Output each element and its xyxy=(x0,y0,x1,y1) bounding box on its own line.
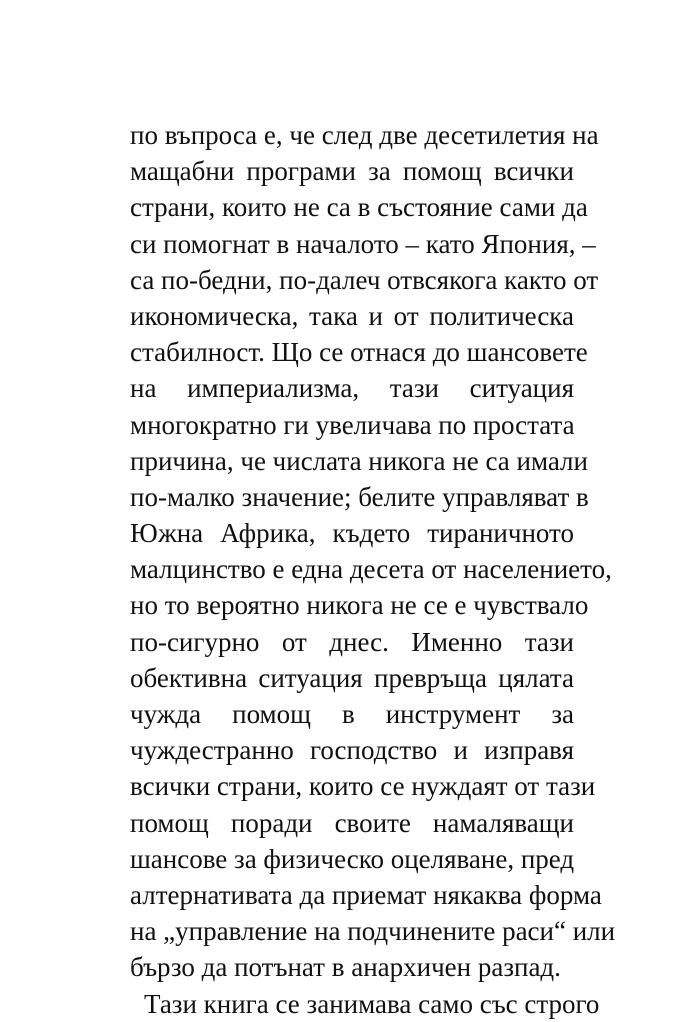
text-line-3: страни, които не са в състояние сами да xyxy=(130,192,588,223)
text-line-23: на „управление на подчинените раси“ или xyxy=(130,916,616,947)
text-line-9: многократно ги увеличава по простата xyxy=(130,409,575,440)
text-line-11: по-малко значение; белите управляват в xyxy=(130,481,589,512)
text-line-1: по въпроса е, че след две десетилетия на xyxy=(130,120,599,150)
text-line-19: всички страни, които се нуждаят от тази xyxy=(130,771,596,802)
text-line-8: на империализма, тази ситуация xyxy=(130,373,574,404)
text-line-7: стабилност. Що се отнася до шансовете xyxy=(130,337,588,368)
text-line-20: помощ поради своите намаляващи xyxy=(130,807,574,838)
text-line-17: чужда помощ в инструмент за xyxy=(130,699,574,729)
text-line-16: обективна ситуация превръща цялата xyxy=(130,662,574,693)
body-text xyxy=(130,117,616,1022)
text-line-14: но то вероятно никога не се е чувствало xyxy=(130,590,589,621)
text-line-24: бързо да потънат в анархичен разпад. xyxy=(130,952,561,983)
text-line-2: мащабни програми за помощ всички xyxy=(130,156,574,187)
text-line-22: алтернативата да приемат някаква форма xyxy=(130,879,602,910)
text-line-12: Южна Африка, където тираничното xyxy=(130,518,574,549)
text-line-6: икономическа, така и от политическа xyxy=(130,300,574,331)
text-line-4: си помогнат в началото – като Япония, – xyxy=(130,228,596,259)
paragraph-start-line: Тази книга се занимава само със строго xyxy=(144,988,600,1019)
text-line-21: шансове за физическо оцеляване, пред xyxy=(130,843,575,874)
text-line-10: причина, че числата никога не са имали xyxy=(130,445,588,476)
text-line-5: са по-бедни, по-далеч отвсякога както от xyxy=(130,264,599,295)
text-line-15: по-сигурно от днес. Именно тази xyxy=(130,626,574,657)
text-line-13: малцинство е една десета от населението, xyxy=(130,554,612,585)
text-line-18: чуждестранно господство и изправя xyxy=(130,735,574,766)
